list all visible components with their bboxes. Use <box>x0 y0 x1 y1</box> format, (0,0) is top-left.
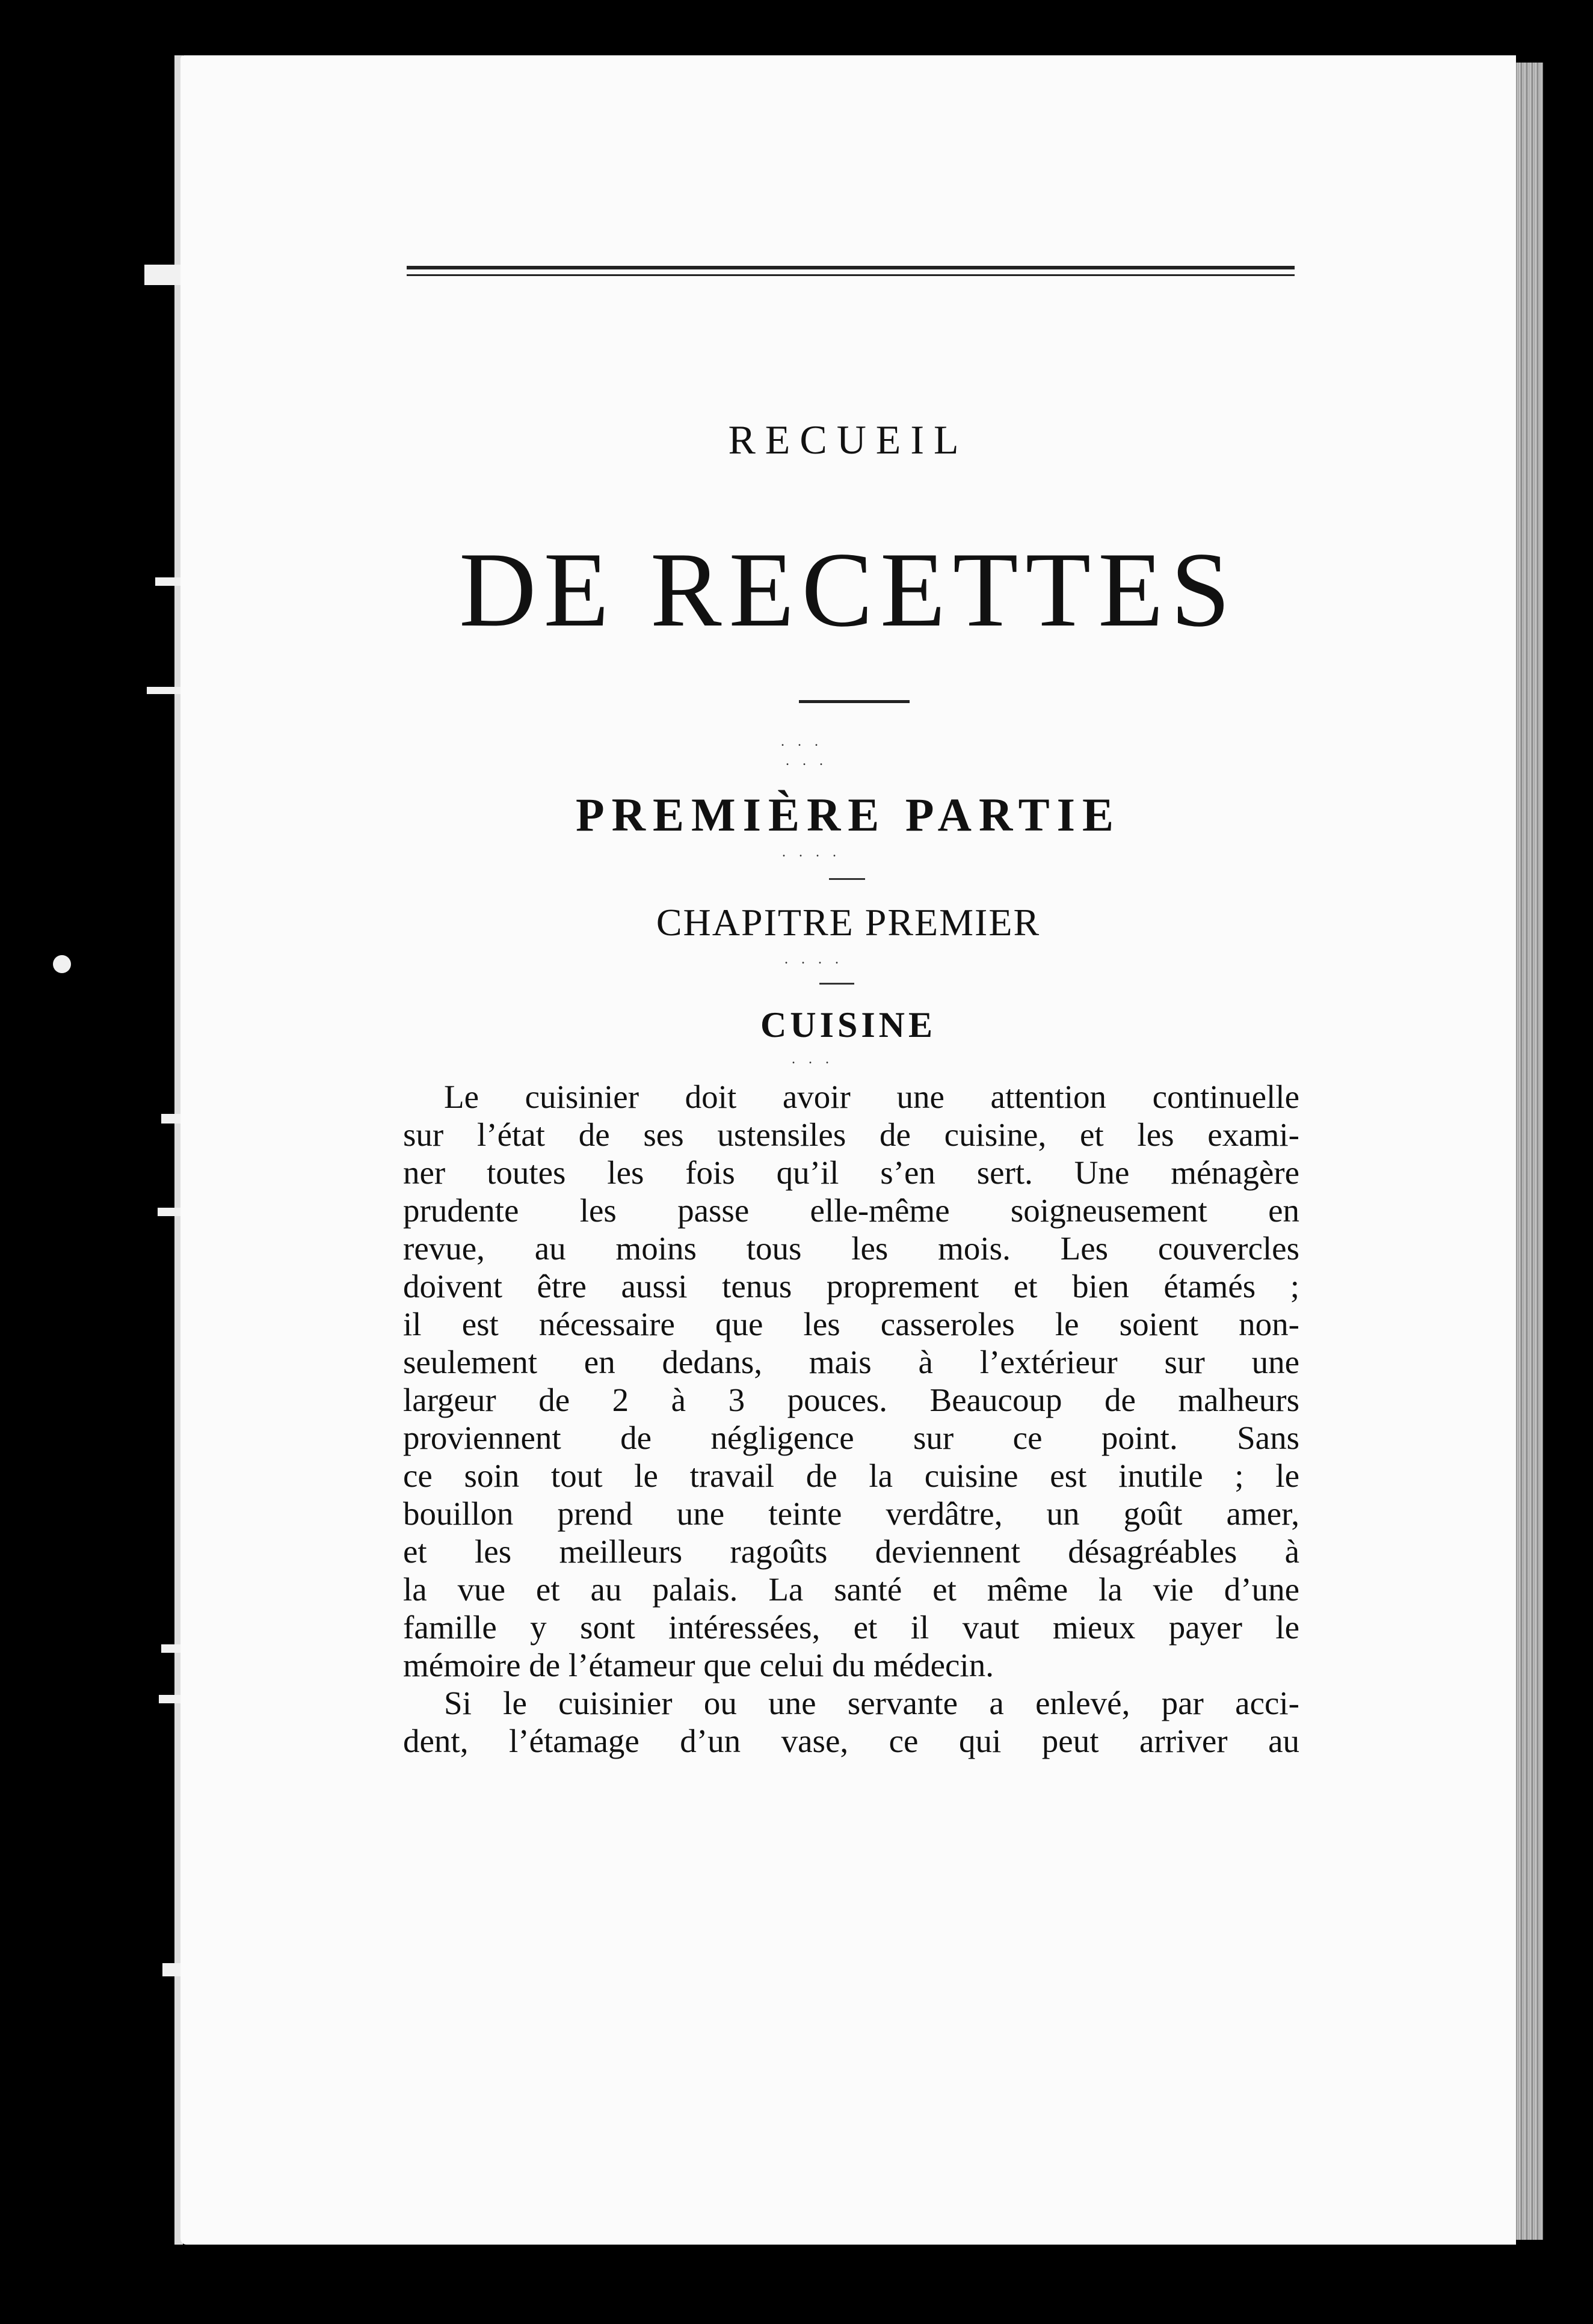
dotted-ornament: . . . . <box>782 844 841 860</box>
paragraph <box>403 1078 1299 1684</box>
text-line: famille y sont intéressées, et il vaut mieux payer le <box>403 1609 1299 1646</box>
text-line: Le cuisinier doit avoir une attention continuelle <box>444 1078 1299 1115</box>
book-page <box>180 55 1516 2245</box>
text-line: la vue et au palais. La santé et même la vie d’une <box>403 1571 1299 1608</box>
text-line: Si le cuisinier ou une servante a enlevé, par acci- <box>444 1685 1299 1721</box>
text-line: mémoire de l’étameur que celui du médecin. <box>403 1647 994 1683</box>
body-text <box>403 1078 1299 1760</box>
chapter-separator <box>819 983 854 985</box>
text-line: dent, l’étamage d’un vase, ce qui peut arriver au <box>403 1723 1299 1759</box>
top-rule <box>407 274 1295 276</box>
text-line: ce soin tout le travail de la cuisine est inutile ; le <box>403 1457 1299 1494</box>
text-line: sur l’état de ses ustensiles de cuisine, et les exami- <box>403 1116 1299 1153</box>
dotted-ornament: . . . <box>781 734 823 749</box>
text-line: largeur de 2 à 3 pouces. Beaucoup de malheurs <box>403 1382 1299 1418</box>
dotted-ornament: . . . <box>792 1051 834 1067</box>
text-line: et les meilleurs ragoûts deviennent désagréables à <box>403 1533 1299 1570</box>
paragraph <box>403 1684 1299 1760</box>
text-line: seulement en dedans, mais à l’extérieur sur une <box>403 1344 1299 1380</box>
chapter-title: CHAPITRE PREMIER <box>656 901 1041 944</box>
text-line: proviennent de négligence sur ce point. Sans <box>403 1419 1299 1456</box>
dotted-ornament: . . . . <box>784 951 843 967</box>
text-line: doivent être aussi tenus proprement et bien étamés ; <box>403 1268 1299 1305</box>
text-line: prudente les passe elle-même soigneusement en <box>403 1192 1299 1229</box>
dotted-ornament: . . . <box>786 753 828 769</box>
part-separator <box>829 878 865 880</box>
section-title: CUISINE <box>760 1005 937 1045</box>
top-rule <box>407 266 1295 269</box>
title-separator <box>799 700 910 703</box>
heading-small: RECUEIL <box>728 417 969 463</box>
heading-large: DE RECETTES <box>459 530 1237 649</box>
text-line: il est nécessaire que les casseroles le soient non- <box>403 1306 1299 1342</box>
text-line: revue, au moins tous les mois. Les couvercles <box>403 1230 1299 1267</box>
part-title: PREMIÈRE PARTIE <box>575 788 1121 841</box>
text-line: bouillon prend une teinte verdâtre, un goût amer, <box>403 1495 1299 1532</box>
binding-hole <box>53 955 71 973</box>
text-line: ner toutes les fois qu’il s’en sert. Une ménagère <box>403 1154 1299 1191</box>
